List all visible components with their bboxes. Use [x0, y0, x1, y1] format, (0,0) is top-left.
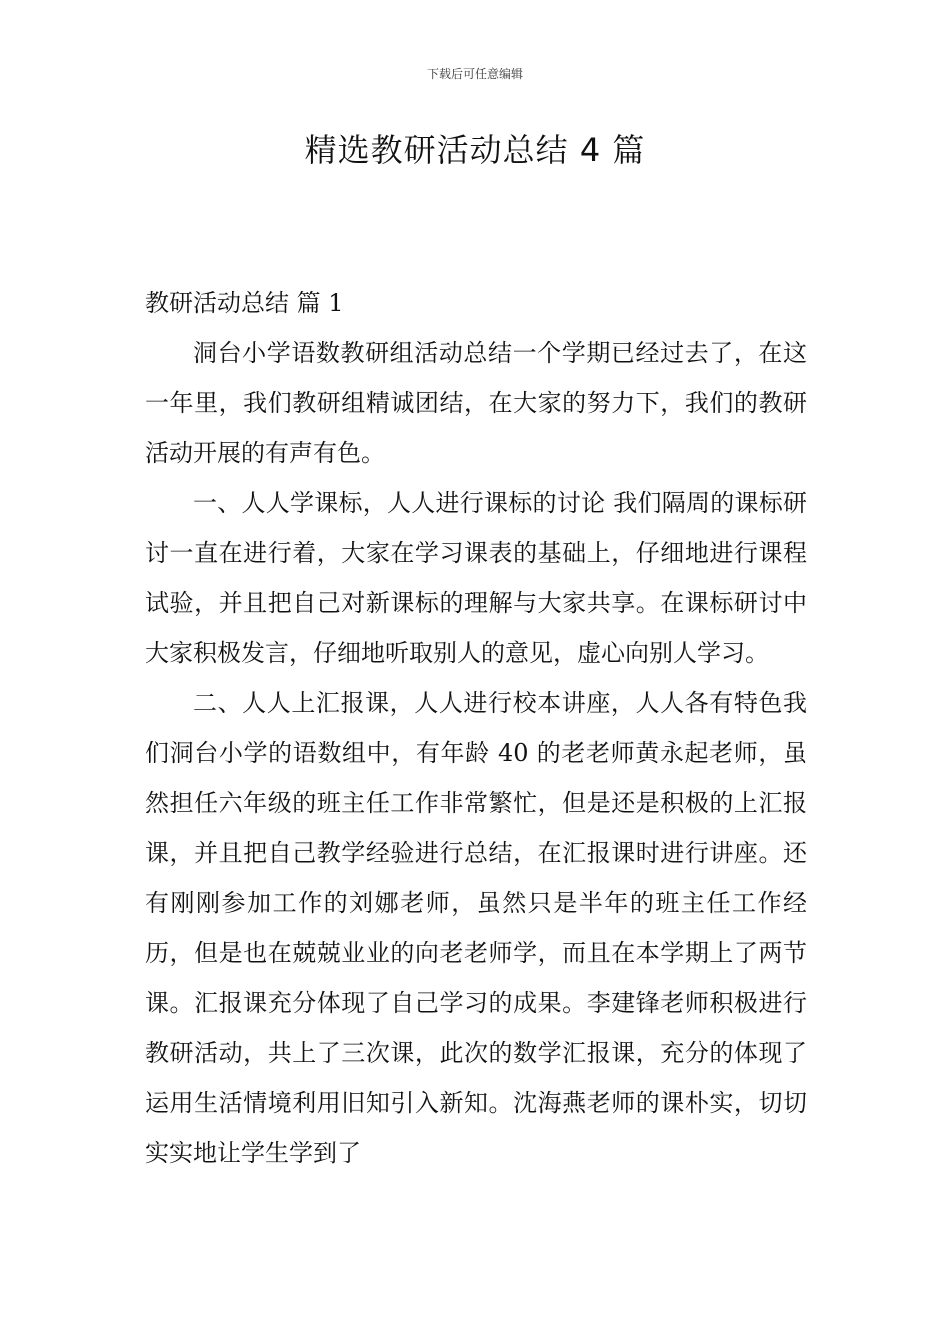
paragraph-curriculum-standards: 一、人人学课标，人人进行课标的讨论 我们隔周的课标研讨一直在进行着，大家在学习课表的基础上，仔细地进行课程试验，并且把自己对新课标的理解与大家共享。在课标研讨中大家积极发言，仔细地听取别人的意见，虚心向别人学习。	[145, 489, 807, 667]
header-note: 下载后可任意编辑	[426, 67, 523, 81]
document-title: 精选教研活动总结 4 篇	[304, 131, 646, 169]
document-body	[145, 278, 807, 1178]
section-heading: 教研活动总结 篇 1	[145, 289, 344, 317]
paragraph-intro: 洞台小学语数教研组活动总结一个学期已经过去了，在这一年里，我们教研组精诚团结，在大家的努力下，我们的教研活动开展的有声有色。	[145, 339, 807, 467]
paragraph-report-lessons: 二、人人上汇报课，人人进行校本讲座，人人各有特色我们洞台小学的语数组中，有年龄 40 的老老师黄永起老师，虽然担任六年级的班主任工作非常繁忙，但是还是积极的上汇报课，并且把自己教学经验进行总结，在汇报课时进行讲座。还有刚刚参加工作的刘娜老师，虽然只是半年的班主任工作经历，但是也在兢兢业业的向老老师学，而且在本学期上了两节课。汇报课充分体现了自己学习的成果。李建锋老师积极进行教研活动，共上了三次课，此次的数学汇报课，充分的体现了运用生活情境利用旧知引入新知。沈海燕老师的课朴实，切切实实地让学生学到了	[145, 689, 807, 1167]
